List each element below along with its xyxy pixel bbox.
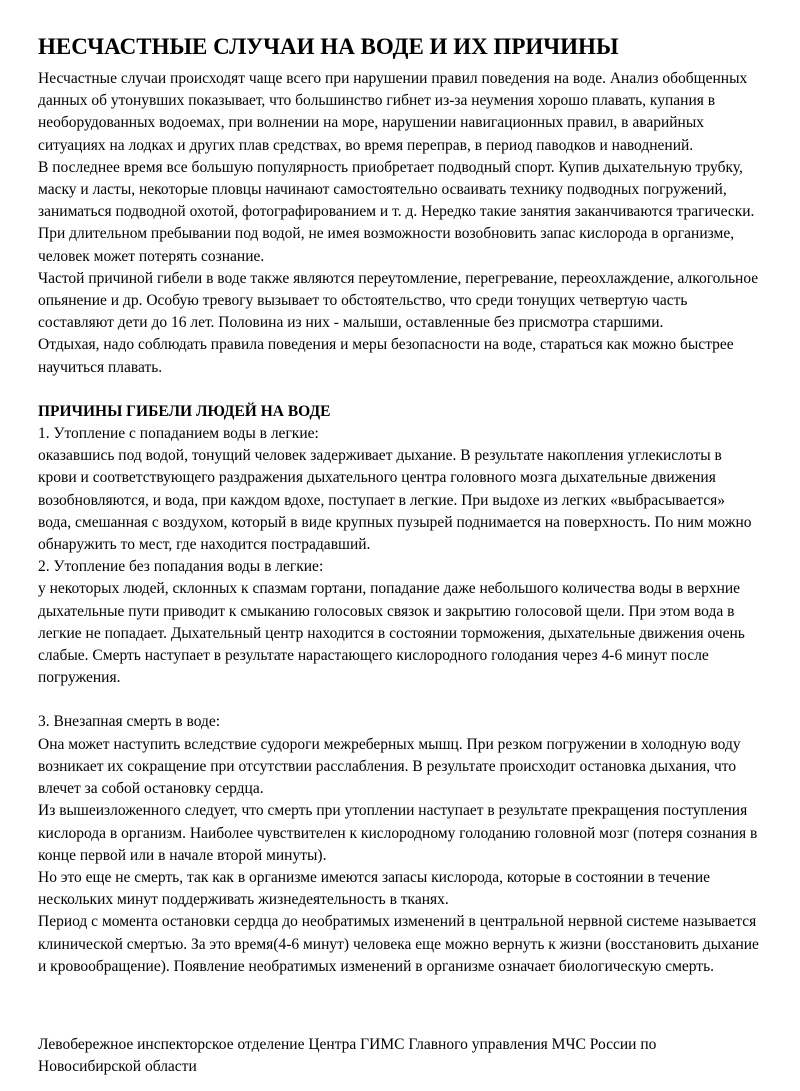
- conclusion-paragraph-1: Из вышеизложенного следует, что смерть при утоплении наступает в результате прекращения поступления кислорода в организм. Наиболее чувствителен к кислородному голоданию головной мозг (потеря сознания в конце первой или в начале второй минуты).: [38, 802, 758, 864]
- cause-2-text: у некоторых людей, склонных к спазмам гортани, попадание даже небольшого количества воды в верхние дыхательные пути приводит к смыканию голосовых связок и закрытию голосовой щели. При этом вода в легкие не попадает. Дыхательный центр находится в состоянии торможения, дыхательные движения очень слабые. Смерть наступает в результате нарастающего кислородного голодания через 4-6 минут после погружения.: [38, 580, 745, 687]
- spacer: [38, 689, 762, 711]
- spacer: [38, 379, 762, 401]
- intro-paragraph-1: Несчастные случаи происходят чаще всего при нарушении правил поведения на воде. Анализ обобщенных данных об утонувших показывает, что большинство гибнет из-за неумения хорошо плавать, купания в необорудованных водоемах, при волнении на море, нарушении навигационных правил, в аварийных ситуациях на лодках и других плав средствах, во время переправ, в период паводков и наводнений.: [38, 70, 748, 154]
- intro-paragraph-3: Частой причиной гибели в воде также являются переутомление, перегревание, переохлаждение, алкогольное опьянение и др. Особую тревогу вызывает то обстоятельство, что среди тонущих четвертую часть составляют дети до 16 лет. Половина из них - малыши, оставленные без присмотра старшими.: [38, 269, 759, 332]
- cause-3-title: 3. Внезапная смерть в воде:: [38, 713, 221, 731]
- cause-1-title: 1. Утопление с попаданием воды в легкие:: [38, 425, 319, 443]
- page-title: НЕСЧАСТНЫЕ СЛУЧАИ НА ВОДЕ И ИХ ПРИЧИНЫ: [38, 34, 619, 59]
- conclusion-paragraph-2: Но это еще не смерть, так как в организме имеются запасы кислорода, которые в состоянии в течение нескольких минут поддерживать жизнедеятельность в тканях.: [38, 868, 711, 909]
- intro-paragraph-2: В последнее время все большую популярность приобретает подводный спорт. Купив дыхательную трубку, маску и ласты, некоторые пловцы начинают самостоятельно осваивать технику подводных погружений, заниматься подводной охотой, фотографированием и т. д. Нередко такие занятия заканчиваются трагически. При длительном пребывании под водой, не имея возможности возобновить запас кислорода в организме, человек может потерять сознание.: [38, 158, 755, 265]
- section-heading-causes: ПРИЧИНЫ ГИБЕЛИ ЛЮДЕЙ НА ВОДЕ: [38, 402, 331, 420]
- intro-paragraph-4: Отдыхая, надо соблюдать правила поведения и меры безопасности на воде, стараться как можно быстрее научиться плавать.: [38, 336, 734, 376]
- cause-2-title: 2. Утопление без попадания воды в легкие:: [38, 558, 324, 576]
- conclusion-paragraph-3: Период с момента остановки сердца до необратимых изменений в центральной нервной системе называется клинической смертью. За это время(4-6 минут) человека еще можно вернуть к жизни (восстановить дыхание и кровообращение). Появление необратимых изменений в организме означает биологическую смерть.: [38, 913, 759, 975]
- cause-1-text: оказавшись под водой, тонущий человек задерживает дыхание. В результате накопления углекислоты в крови и соответствующего раздражения дыхательного центра головного мозга дыхательные движения возобновляются, и вода, при каждом вдохе, поступает в легкие. При выдохе из легких «выбрасывается» вода, смешанная с воздухом, который в виде крупных пузырей поднимается на поверхность. По ним можно обнаружить то мест, где находится пострадавший.: [38, 447, 752, 554]
- footer-organization: Левобережное инспекторское отделение Центра ГИМС Главного управления МЧС России по Новосибирской области: [38, 1036, 657, 1076]
- cause-3-text: Она может наступить вследствие судороги межреберных мышц. При резком погружении в холодную воду возникает их сокращение при отсутствии расслабления. В результате происходит остановка дыхания, что влечет за собой остановку сердца.: [38, 735, 741, 798]
